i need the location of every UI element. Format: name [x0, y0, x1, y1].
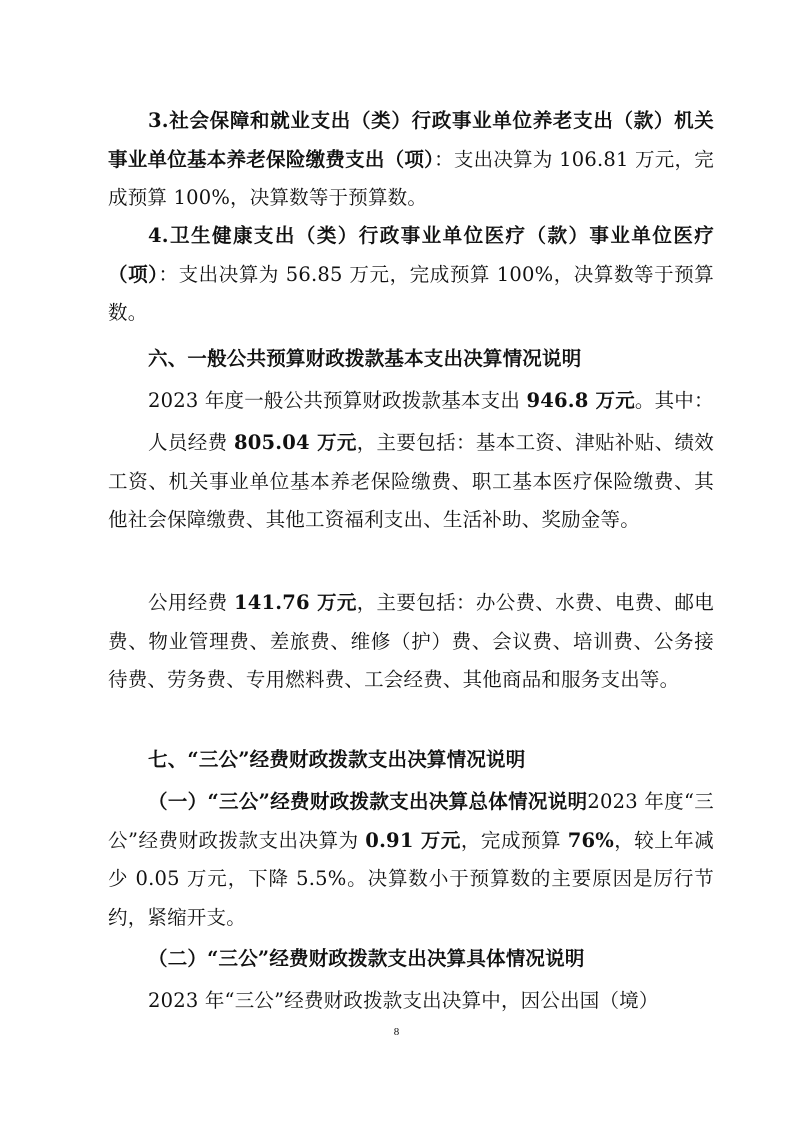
overall-amount: 0.91 万元	[365, 828, 461, 852]
public-text-pre: 公用经费	[148, 591, 234, 614]
paragraph-three-public-overall	[108, 783, 714, 937]
basic-text-post: 。其中：	[634, 389, 714, 412]
paragraph-health	[108, 217, 714, 333]
basic-amount: 946.8 万元	[526, 389, 635, 412]
personnel-amount: 805.04 万元	[234, 431, 357, 454]
paragraph-basic-expenditure	[108, 382, 714, 421]
basic-text-pre: 2023 年度一般公共预算财政拨款基本支出	[148, 389, 527, 412]
public-amount: 141.76 万元	[234, 591, 357, 614]
overall-percent: 76%	[567, 828, 614, 852]
personnel-text-pre: 人员经费	[148, 431, 234, 454]
overall-text-3: ，较上年减少 0.05 万元，下降 5.5%。决算数小于预算数的主要原因是厉行节约，紧缩开支。	[108, 828, 714, 929]
paragraph-personnel-expenses	[108, 424, 714, 540]
section-heading-seven: 七、“三公”经费财政拨款支出决算情况说明	[148, 748, 526, 771]
page-number: 8	[393, 1026, 400, 1038]
item-text-social-security: ：支出决算为 106.81 万元，完成预算 100%，决算数等于预算数。	[108, 147, 715, 209]
paragraph-public-expenses	[108, 584, 714, 700]
personnel-text-post: ，主要包括：基本工资、津贴补贴、绩效工资、机关事业单位基本养老保险缴费、职工基本医疗保险缴费、其他社会保障缴费、其他工资福利支出、生活补助、奖励金等。	[108, 431, 715, 531]
item-title-health: 4.卫生健康支出（类）行政事业单位医疗（款）事业单位医疗（项）	[108, 224, 714, 286]
paragraph-three-public-detail: 2023 年“三公”经费财政拨款支出决算中，因公出国（境）	[148, 989, 659, 1012]
public-text-post: ，主要包括：办公费、水费、电费、邮电费、物业管理费、差旅费、维修（护）费、会议费、培训费、公务接待费、劳务费、专用燃料费、工会经费、其他商品和服务支出等。	[108, 591, 715, 691]
section-heading-six: 六、一般公共预算财政拨款基本支出决算情况说明	[148, 347, 582, 370]
overall-text-2: ，完成预算	[460, 828, 568, 852]
paragraph-social-security	[108, 102, 714, 218]
subheading-three-public-detail: （二）“三公”经费财政拨款支出决算具体情况说明	[148, 947, 585, 970]
item-text-health: ：支出决算为 56.85 万元，完成预算 100%，决算数等于预算数。	[108, 262, 714, 324]
item-title-social-security: 3.社会保障和就业支出（类）行政事业单位养老支出（款）机关事业单位基本养老保险缴费支出（项）	[108, 109, 714, 171]
overall-text-1: 2023 年度“三公”经费财政拨款支出决算为	[108, 790, 714, 852]
overall-subheading: （一）“三公”经费财政拨款支出决算总体情况说明	[148, 790, 588, 813]
